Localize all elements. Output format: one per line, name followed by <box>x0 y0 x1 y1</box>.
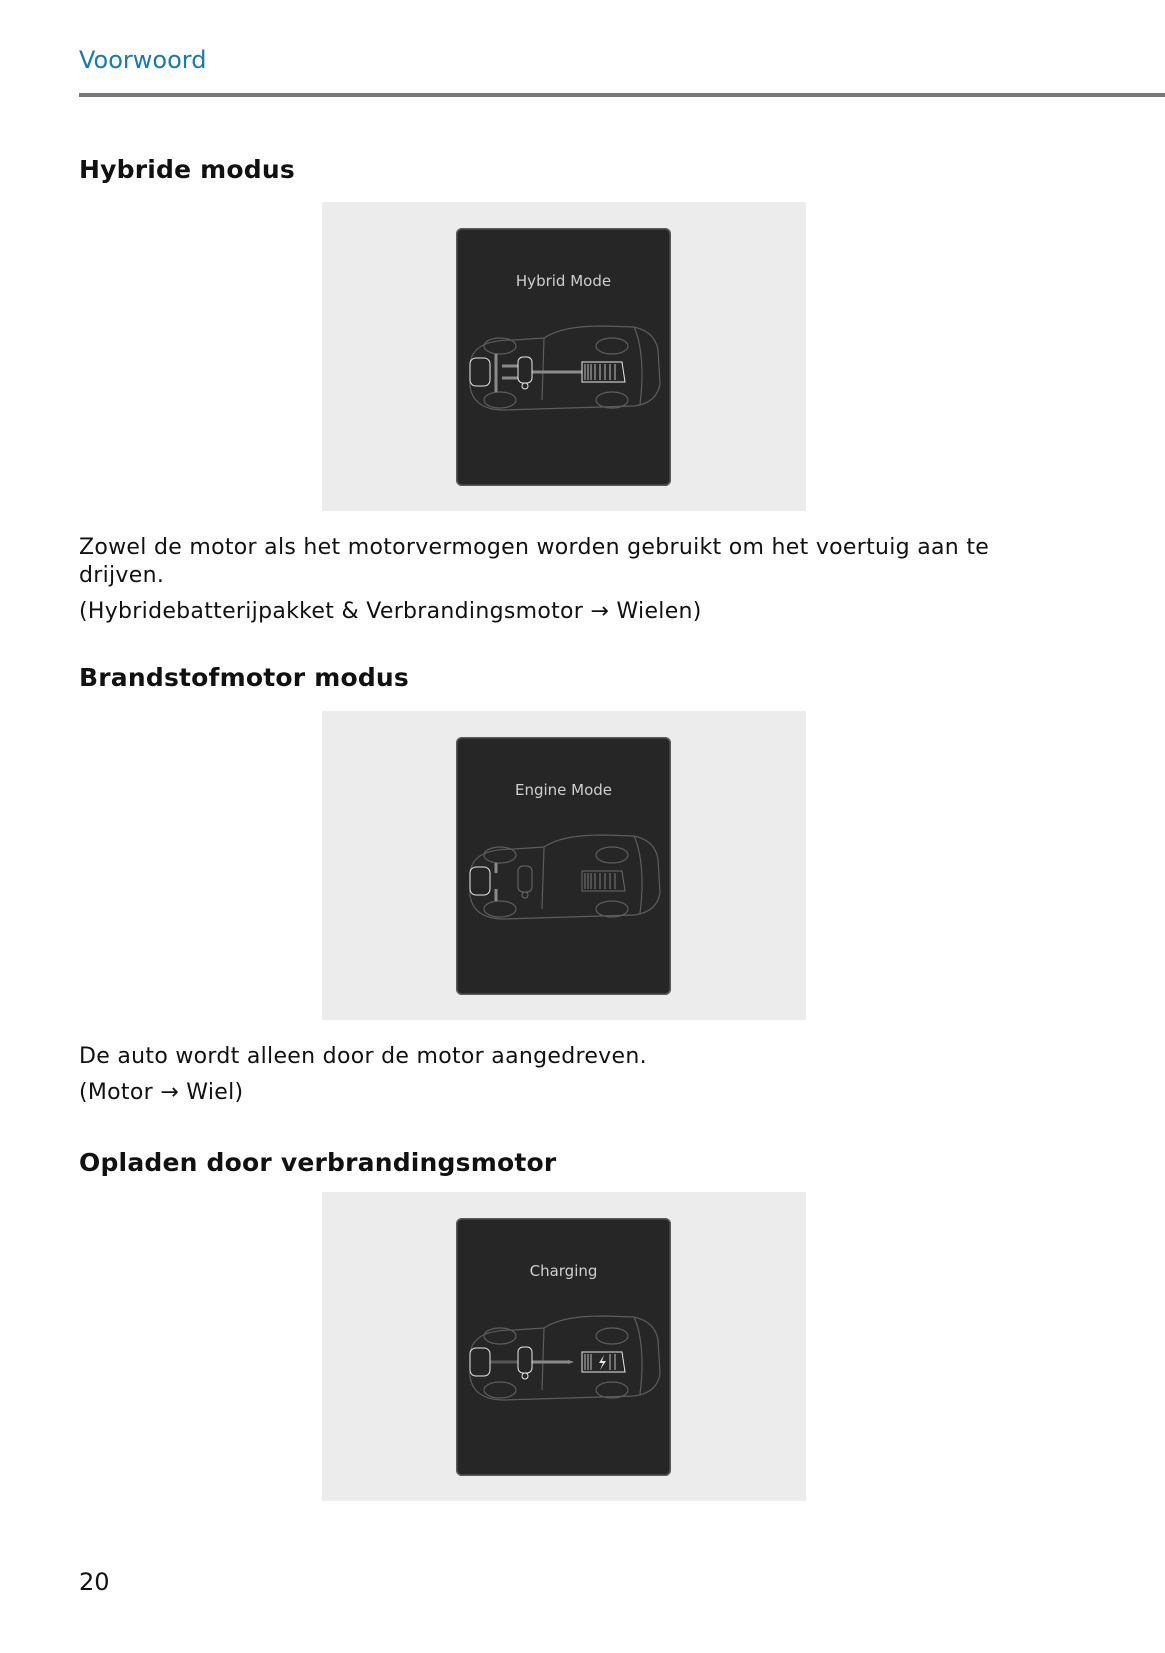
figure-hybrid-mode <box>322 202 806 511</box>
panel-title: Hybrid Mode <box>515 272 612 290</box>
figure-charging-mode <box>322 1192 806 1501</box>
section-title: Voorwoord <box>79 46 207 74</box>
paragraph: De auto wordt alleen door de motor aangedreven. <box>79 1044 647 1069</box>
car-charging-powerflow-icon <box>464 1314 663 1410</box>
heading-charging-mode: Opladen door verbrandingsmotor <box>79 1148 557 1177</box>
page-number: 20 <box>79 1568 110 1596</box>
heading-hybrid-mode: Hybride modus <box>79 155 295 184</box>
display-panel <box>456 1218 671 1476</box>
display-panel <box>456 228 671 486</box>
car-engine-powerflow-icon <box>464 833 663 929</box>
display-panel <box>456 737 671 995</box>
paragraph: (Hybridebatterijpakket & Verbrandingsmotor → Wielen) <box>79 599 702 624</box>
car-hybrid-powerflow-icon <box>464 324 663 420</box>
paragraph: Zowel de motor als het motorvermogen worden gebruikt om het voertuig aan te drijven. <box>79 535 990 588</box>
heading-engine-mode: Brandstofmotor modus <box>79 663 410 692</box>
paragraph: (Motor → Wiel) <box>79 1080 244 1105</box>
panel-title: Charging <box>529 1262 598 1280</box>
header-divider <box>79 93 1165 97</box>
panel-title: Engine Mode <box>514 781 613 799</box>
figure-engine-mode <box>322 711 806 1020</box>
